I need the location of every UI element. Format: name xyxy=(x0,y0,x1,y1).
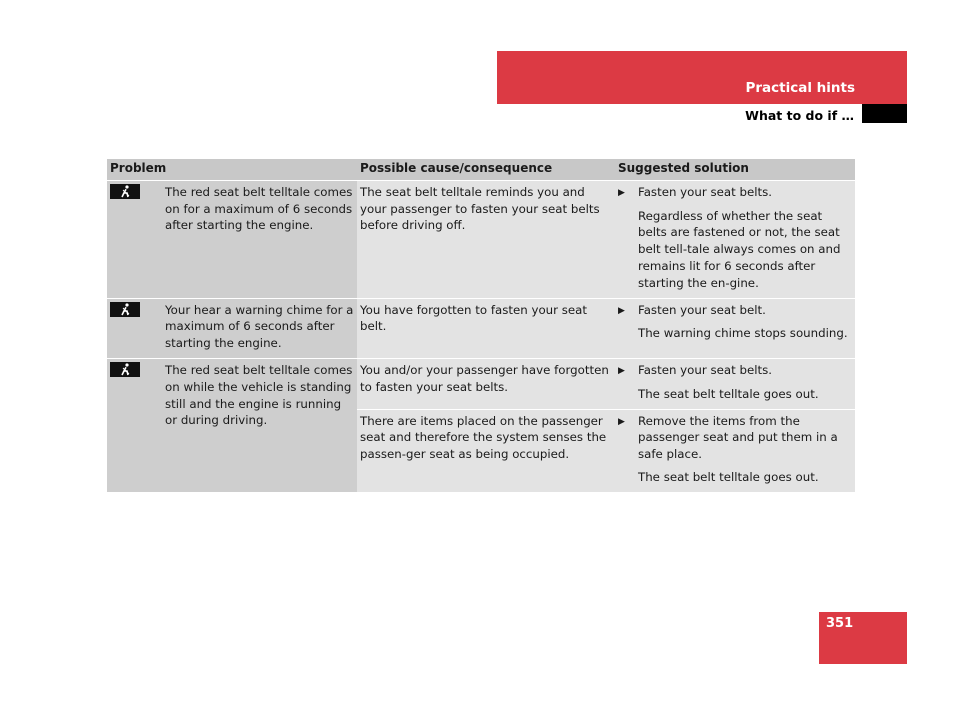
section-title: Practical hints xyxy=(745,80,855,96)
subsection-title: What to do if … xyxy=(745,108,854,123)
icon-cell xyxy=(107,358,162,492)
header-problem: Problem xyxy=(107,159,357,180)
table-header-row xyxy=(107,159,855,180)
seat-belt-warning-icon xyxy=(110,362,140,377)
solution-note: Regardless of whether the seat belts are fastened or not, the seat belt tell-tale always comes on and remains lit for 6 seconds after starting the en-gine. xyxy=(638,208,841,290)
bullet-arrow-icon: ▶ xyxy=(618,416,625,427)
problem-text: Your hear a warning chime for a maximum of 6 seconds after starting the engine. xyxy=(162,298,357,358)
cause-text: You and/or your passenger have forgotten to fasten your seat belts. xyxy=(357,358,615,409)
cause-text: There are items placed on the passenger seat and therefore the system senses the passen-ger seat as being occupied. xyxy=(357,409,615,492)
bullet-arrow-icon: ▶ xyxy=(618,365,625,376)
bullet-arrow-icon: ▶ xyxy=(618,187,625,198)
solution-note: The warning chime stops sounding. xyxy=(638,326,848,341)
solution-cell xyxy=(615,358,855,409)
header-cause: Possible cause/consequence xyxy=(357,159,615,180)
solution-text: Fasten your seat belt. xyxy=(638,302,766,317)
solution-text: Fasten your seat belts. xyxy=(638,362,773,377)
table-row xyxy=(107,358,855,409)
troubleshooting-table xyxy=(107,159,855,493)
solution-text: Fasten your seat belts. xyxy=(638,184,773,199)
section-tab-marker xyxy=(862,104,907,123)
icon-cell xyxy=(107,180,162,298)
seat-belt-warning-icon xyxy=(110,302,140,317)
solution-cell xyxy=(615,409,855,492)
cause-text: You have forgotten to fasten your seat belt. xyxy=(357,298,615,358)
problem-text: The red seat belt telltale comes on for a maximum of 6 seconds after starting the engine. xyxy=(162,180,357,298)
header-red-bar xyxy=(497,51,907,104)
solution-cell xyxy=(615,298,855,358)
cause-text: The seat belt telltale reminds you and your passenger to fasten your seat belts before driving off. xyxy=(357,180,615,298)
table-row xyxy=(107,298,855,358)
solution-note: The seat belt telltale goes out. xyxy=(638,469,819,484)
problem-text: The red seat belt telltale comes on while the vehicle is standing still and the engine is running or during driving. xyxy=(162,358,357,492)
page-number-box xyxy=(819,612,907,664)
page-number: 351 xyxy=(826,616,854,631)
solution-note: The seat belt telltale goes out. xyxy=(638,386,819,401)
solution-cell xyxy=(615,180,855,298)
seat-belt-warning-icon xyxy=(110,184,140,199)
solution-text: Remove the items from the passenger seat and put them in a safe place. xyxy=(638,413,838,462)
table-row xyxy=(107,180,855,298)
icon-cell xyxy=(107,298,162,358)
bullet-arrow-icon: ▶ xyxy=(618,305,625,316)
header-solution: Suggested solution xyxy=(615,159,855,180)
